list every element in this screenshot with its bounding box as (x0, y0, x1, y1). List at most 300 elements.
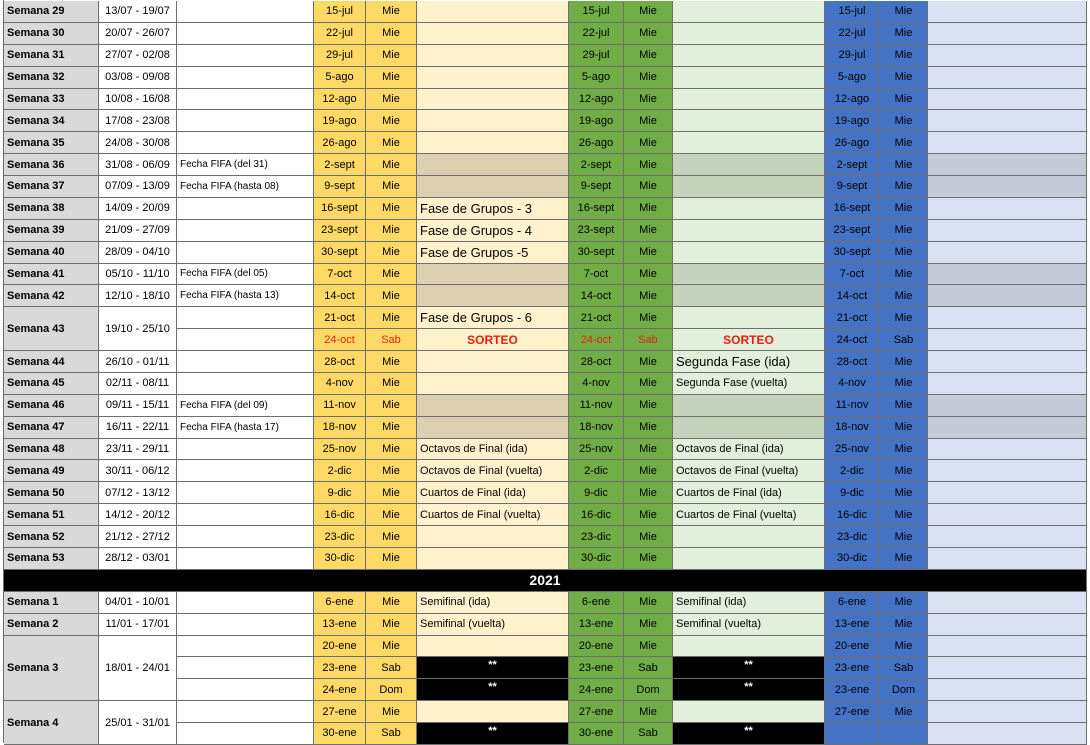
green-event[interactable] (673, 242, 825, 264)
blue-event[interactable] (928, 89, 1087, 111)
blue-event[interactable] (928, 198, 1087, 220)
blue-date[interactable]: 13-ene (825, 614, 880, 636)
green-date[interactable]: 7-oct (569, 264, 624, 286)
yellow-date[interactable]: 27-ene (314, 701, 366, 723)
yellow-day[interactable]: Mie (366, 1, 417, 23)
green-event[interactable]: Cuartos de Final (vuelta) (673, 504, 825, 526)
green-event[interactable] (673, 176, 825, 198)
date-range[interactable]: 12/10 - 18/10 (99, 285, 177, 307)
green-event[interactable]: Semifinal (vuelta) (673, 614, 825, 636)
yellow-day[interactable]: Mie (366, 264, 417, 286)
yellow-event[interactable]: Cuartos de Final (ida) (417, 482, 569, 504)
green-date[interactable]: 15-jul (569, 1, 624, 23)
green-date[interactable]: 9-sept (569, 176, 624, 198)
blue-date[interactable]: 23-ene (825, 679, 880, 701)
fifa-note[interactable] (177, 723, 314, 745)
yellow-event[interactable]: Fase de Grupos - 3 (417, 198, 569, 220)
yellow-day[interactable]: Mie (366, 636, 417, 658)
yellow-date[interactable]: 26-ago (314, 132, 366, 154)
yellow-date[interactable]: 16-dic (314, 504, 366, 526)
green-date[interactable]: 14-oct (569, 285, 624, 307)
yellow-event[interactable] (417, 1, 569, 23)
blue-day[interactable]: Mie (880, 460, 928, 482)
yellow-day[interactable]: Mie (366, 285, 417, 307)
date-range[interactable]: 03/08 - 09/08 (99, 67, 177, 89)
yellow-event[interactable] (417, 395, 569, 417)
fifa-note[interactable]: Fecha FIFA (hasta 17) (177, 417, 314, 439)
date-range[interactable]: 02/11 - 08/11 (99, 373, 177, 395)
week-label[interactable]: Semana 30 (4, 23, 99, 45)
blue-day[interactable]: Mie (880, 307, 928, 329)
green-day[interactable]: Mie (624, 285, 673, 307)
week-label[interactable]: Semana 2 (4, 614, 99, 636)
blue-day[interactable]: Mie (880, 373, 928, 395)
blue-date[interactable] (825, 723, 880, 745)
yellow-day[interactable]: Mie (366, 110, 417, 132)
blue-day[interactable]: Mie (880, 614, 928, 636)
date-range[interactable]: 11/01 - 17/01 (99, 614, 177, 636)
yellow-event[interactable] (417, 132, 569, 154)
week-label[interactable]: Semana 35 (4, 132, 99, 154)
blue-event[interactable] (928, 526, 1087, 548)
blue-day[interactable]: Mie (880, 198, 928, 220)
yellow-event[interactable] (417, 67, 569, 89)
green-day[interactable]: Mie (624, 417, 673, 439)
blue-event[interactable] (928, 45, 1087, 67)
date-range[interactable]: 26/10 - 01/11 (99, 351, 177, 373)
fifa-note[interactable] (177, 198, 314, 220)
yellow-date[interactable]: 24-ene (314, 679, 366, 701)
green-event[interactable] (673, 110, 825, 132)
yellow-date[interactable]: 30-sept (314, 242, 366, 264)
week-label[interactable]: Semana 43 (4, 307, 99, 351)
date-range[interactable]: 14/12 - 20/12 (99, 504, 177, 526)
blue-day[interactable]: Mie (880, 636, 928, 658)
date-range[interactable]: 07/09 - 13/09 (99, 176, 177, 198)
date-range[interactable]: 07/12 - 13/12 (99, 482, 177, 504)
green-day[interactable]: Mie (624, 439, 673, 461)
week-label[interactable]: Semana 29 (4, 1, 99, 23)
blue-date[interactable]: 15-jul (825, 1, 880, 23)
fifa-note[interactable] (177, 23, 314, 45)
green-date[interactable]: 25-nov (569, 439, 624, 461)
blue-date[interactable]: 6-ene (825, 592, 880, 614)
blue-day[interactable]: Mie (880, 45, 928, 67)
fifa-note[interactable] (177, 110, 314, 132)
fifa-note[interactable] (177, 132, 314, 154)
yellow-event[interactable]: SORTEO (417, 329, 569, 351)
week-label[interactable]: Semana 49 (4, 460, 99, 482)
blue-event[interactable] (928, 110, 1087, 132)
yellow-day[interactable]: Mie (366, 242, 417, 264)
green-day[interactable]: Mie (624, 45, 673, 67)
blue-date[interactable]: 28-oct (825, 351, 880, 373)
date-range[interactable]: 23/11 - 29/11 (99, 439, 177, 461)
blue-day[interactable]: Dom (880, 679, 928, 701)
green-event[interactable] (673, 548, 825, 570)
green-date[interactable]: 29-jul (569, 45, 624, 67)
yellow-event[interactable] (417, 176, 569, 198)
green-event[interactable] (673, 285, 825, 307)
green-event[interactable] (673, 89, 825, 111)
blue-date[interactable]: 20-ene (825, 636, 880, 658)
green-day[interactable]: Mie (624, 548, 673, 570)
yellow-event-star[interactable]: ** (417, 723, 569, 745)
blue-date[interactable]: 12-ago (825, 89, 880, 111)
green-day[interactable]: Sab (624, 657, 673, 679)
yellow-date[interactable]: 23-sept (314, 220, 366, 242)
yellow-date[interactable]: 14-oct (314, 285, 366, 307)
yellow-event-star[interactable]: ** (417, 679, 569, 701)
green-date[interactable]: 16-sept (569, 198, 624, 220)
yellow-date[interactable]: 30-dic (314, 548, 366, 570)
yellow-date[interactable]: 19-ago (314, 110, 366, 132)
blue-day[interactable]: Sab (880, 657, 928, 679)
yellow-day[interactable]: Mie (366, 701, 417, 723)
yellow-day[interactable]: Sab (366, 657, 417, 679)
week-label[interactable]: Semana 51 (4, 504, 99, 526)
yellow-event[interactable] (417, 701, 569, 723)
fifa-note[interactable] (177, 657, 314, 679)
yellow-date[interactable]: 29-jul (314, 45, 366, 67)
blue-date[interactable]: 14-oct (825, 285, 880, 307)
yellow-day[interactable]: Dom (366, 679, 417, 701)
week-label[interactable]: Semana 48 (4, 439, 99, 461)
fifa-note[interactable] (177, 329, 314, 351)
week-label[interactable]: Semana 50 (4, 482, 99, 504)
date-range[interactable]: 21/09 - 27/09 (99, 220, 177, 242)
blue-event[interactable] (928, 242, 1087, 264)
yellow-day[interactable]: Mie (366, 395, 417, 417)
green-event[interactable]: Cuartos de Final (ida) (673, 482, 825, 504)
green-date[interactable]: 23-sept (569, 220, 624, 242)
green-day[interactable]: Mie (624, 482, 673, 504)
fifa-note[interactable]: Fecha FIFA (del 05) (177, 264, 314, 286)
week-label[interactable]: Semana 38 (4, 198, 99, 220)
yellow-date[interactable]: 2-dic (314, 460, 366, 482)
date-range[interactable]: 16/11 - 22/11 (99, 417, 177, 439)
blue-event[interactable] (928, 67, 1087, 89)
yellow-event[interactable]: Fase de Grupos -5 (417, 242, 569, 264)
blue-day[interactable]: Mie (880, 526, 928, 548)
green-event[interactable] (673, 67, 825, 89)
fifa-note[interactable] (177, 548, 314, 570)
blue-date[interactable]: 25-nov (825, 439, 880, 461)
green-event-star[interactable]: ** (673, 657, 825, 679)
yellow-day[interactable]: Mie (366, 439, 417, 461)
yellow-day[interactable]: Mie (366, 548, 417, 570)
fifa-note[interactable]: Fecha FIFA (del 09) (177, 395, 314, 417)
yellow-date[interactable]: 28-oct (314, 351, 366, 373)
yellow-date[interactable]: 6-ene (314, 592, 366, 614)
blue-event[interactable] (928, 504, 1087, 526)
week-label[interactable]: Semana 3 (4, 636, 99, 702)
week-label[interactable]: Semana 36 (4, 154, 99, 176)
blue-date[interactable]: 18-nov (825, 417, 880, 439)
blue-day[interactable]: Mie (880, 548, 928, 570)
green-event[interactable] (673, 701, 825, 723)
blue-date[interactable]: 16-sept (825, 198, 880, 220)
green-date[interactable]: 2-sept (569, 154, 624, 176)
blue-date[interactable]: 11-nov (825, 395, 880, 417)
yellow-day[interactable]: Mie (366, 132, 417, 154)
week-label[interactable]: Semana 32 (4, 67, 99, 89)
yellow-event[interactable]: Fase de Grupos - 4 (417, 220, 569, 242)
blue-event[interactable] (928, 220, 1087, 242)
yellow-date[interactable]: 7-oct (314, 264, 366, 286)
green-day[interactable]: Mie (624, 220, 673, 242)
yellow-day[interactable]: Mie (366, 460, 417, 482)
blue-day[interactable] (880, 723, 928, 745)
yellow-day[interactable]: Mie (366, 67, 417, 89)
green-date[interactable]: 16-dic (569, 504, 624, 526)
green-date[interactable]: 22-jul (569, 23, 624, 45)
blue-date[interactable]: 23-sept (825, 220, 880, 242)
green-day[interactable]: Mie (624, 460, 673, 482)
green-event[interactable] (673, 307, 825, 329)
green-date[interactable]: 30-dic (569, 548, 624, 570)
week-label[interactable]: Semana 47 (4, 417, 99, 439)
blue-day[interactable]: Mie (880, 482, 928, 504)
week-label[interactable]: Semana 33 (4, 89, 99, 111)
blue-event[interactable] (928, 373, 1087, 395)
yellow-date[interactable]: 30-ene (314, 723, 366, 745)
blue-date[interactable]: 29-jul (825, 45, 880, 67)
blue-date[interactable]: 24-oct (825, 329, 880, 351)
green-event[interactable] (673, 132, 825, 154)
yellow-event[interactable]: Octavos de Final (vuelta) (417, 460, 569, 482)
green-day[interactable]: Dom (624, 679, 673, 701)
yellow-date[interactable]: 9-dic (314, 482, 366, 504)
green-event[interactable]: Semifinal (ida) (673, 592, 825, 614)
fifa-note[interactable] (177, 679, 314, 701)
blue-date[interactable]: 5-ago (825, 67, 880, 89)
blue-event[interactable] (928, 482, 1087, 504)
blue-event[interactable] (928, 132, 1087, 154)
green-day[interactable]: Mie (624, 614, 673, 636)
green-event[interactable] (673, 154, 825, 176)
blue-day[interactable]: Mie (880, 285, 928, 307)
blue-date[interactable]: 30-sept (825, 242, 880, 264)
blue-date[interactable]: 7-oct (825, 264, 880, 286)
yellow-event[interactable] (417, 110, 569, 132)
week-label[interactable]: Semana 44 (4, 351, 99, 373)
week-label[interactable]: Semana 39 (4, 220, 99, 242)
week-label[interactable]: Semana 52 (4, 526, 99, 548)
blue-day[interactable]: Mie (880, 395, 928, 417)
blue-day[interactable]: Mie (880, 592, 928, 614)
fifa-note[interactable] (177, 701, 314, 723)
week-label[interactable]: Semana 42 (4, 285, 99, 307)
blue-date[interactable]: 23-ene (825, 657, 880, 679)
green-date[interactable]: 19-ago (569, 110, 624, 132)
blue-date[interactable]: 16-dic (825, 504, 880, 526)
green-day[interactable]: Mie (624, 154, 673, 176)
date-range[interactable]: 04/01 - 10/01 (99, 592, 177, 614)
yellow-date[interactable]: 4-nov (314, 373, 366, 395)
blue-event[interactable] (928, 285, 1087, 307)
blue-event[interactable] (928, 636, 1087, 658)
date-range[interactable]: 21/12 - 27/12 (99, 526, 177, 548)
green-day[interactable]: Mie (624, 198, 673, 220)
week-label[interactable]: Semana 4 (4, 701, 99, 745)
date-range[interactable]: 10/08 - 16/08 (99, 89, 177, 111)
blue-date[interactable]: 19-ago (825, 110, 880, 132)
yellow-date[interactable]: 24-oct (314, 329, 366, 351)
fifa-note[interactable] (177, 242, 314, 264)
yellow-day[interactable]: Sab (366, 723, 417, 745)
blue-date[interactable]: 22-jul (825, 23, 880, 45)
fifa-note[interactable]: Fecha FIFA (hasta 13) (177, 285, 314, 307)
yellow-event[interactable]: Fase de Grupos - 6 (417, 307, 569, 329)
blue-day[interactable]: Sab (880, 329, 928, 351)
green-event[interactable]: SORTEO (673, 329, 825, 351)
yellow-date[interactable]: 16-sept (314, 198, 366, 220)
yellow-date[interactable]: 23-dic (314, 526, 366, 548)
blue-day[interactable]: Mie (880, 110, 928, 132)
green-date[interactable]: 28-oct (569, 351, 624, 373)
fifa-note[interactable] (177, 89, 314, 111)
date-range[interactable]: 19/10 - 25/10 (99, 307, 177, 351)
green-day[interactable]: Mie (624, 395, 673, 417)
blue-day[interactable]: Mie (880, 176, 928, 198)
fifa-note[interactable]: Fecha FIFA (hasta 08) (177, 176, 314, 198)
blue-event[interactable] (928, 307, 1087, 329)
yellow-event[interactable] (417, 45, 569, 67)
yellow-event[interactable] (417, 548, 569, 570)
yellow-day[interactable]: Mie (366, 220, 417, 242)
yellow-day[interactable]: Mie (366, 198, 417, 220)
date-range[interactable]: 24/08 - 30/08 (99, 132, 177, 154)
green-day[interactable]: Mie (624, 67, 673, 89)
fifa-note[interactable] (177, 504, 314, 526)
week-label[interactable]: Semana 37 (4, 176, 99, 198)
blue-event[interactable] (928, 264, 1087, 286)
blue-day[interactable]: Mie (880, 89, 928, 111)
yellow-date[interactable]: 15-jul (314, 1, 366, 23)
yellow-day[interactable]: Mie (366, 526, 417, 548)
green-day[interactable]: Mie (624, 526, 673, 548)
blue-day[interactable]: Mie (880, 220, 928, 242)
yellow-day[interactable]: Mie (366, 45, 417, 67)
week-label[interactable]: Semana 45 (4, 373, 99, 395)
blue-date[interactable]: 4-nov (825, 373, 880, 395)
blue-event[interactable] (928, 679, 1087, 701)
green-date[interactable]: 24-oct (569, 329, 624, 351)
blue-day[interactable]: Mie (880, 67, 928, 89)
blue-event[interactable] (928, 176, 1087, 198)
date-range[interactable]: 28/09 - 04/10 (99, 242, 177, 264)
week-label[interactable]: Semana 40 (4, 242, 99, 264)
blue-event[interactable] (928, 154, 1087, 176)
week-label[interactable]: Semana 53 (4, 548, 99, 570)
date-range[interactable]: 18/01 - 24/01 (99, 636, 177, 702)
blue-date[interactable]: 2-sept (825, 154, 880, 176)
date-range[interactable]: 05/10 - 11/10 (99, 264, 177, 286)
fifa-note[interactable] (177, 220, 314, 242)
blue-day[interactable]: Mie (880, 417, 928, 439)
green-day[interactable]: Mie (624, 636, 673, 658)
green-day[interactable]: Mie (624, 89, 673, 111)
yellow-event[interactable] (417, 89, 569, 111)
green-event[interactable] (673, 45, 825, 67)
yellow-date[interactable]: 25-nov (314, 439, 366, 461)
green-date[interactable]: 13-ene (569, 614, 624, 636)
blue-event[interactable] (928, 329, 1087, 351)
green-date[interactable]: 11-nov (569, 395, 624, 417)
blue-day[interactable]: Mie (880, 264, 928, 286)
green-date[interactable]: 24-ene (569, 679, 624, 701)
yellow-event[interactable] (417, 636, 569, 658)
yellow-day[interactable]: Mie (366, 89, 417, 111)
yellow-date[interactable]: 2-sept (314, 154, 366, 176)
yellow-event[interactable] (417, 285, 569, 307)
week-label[interactable]: Semana 1 (4, 592, 99, 614)
green-day[interactable]: Mie (624, 504, 673, 526)
date-range[interactable]: 28/12 - 03/01 (99, 548, 177, 570)
date-range[interactable]: 14/09 - 20/09 (99, 198, 177, 220)
yellow-event[interactable]: Octavos de Final (ida) (417, 439, 569, 461)
fifa-note[interactable] (177, 373, 314, 395)
green-day[interactable]: Mie (624, 307, 673, 329)
green-date[interactable]: 12-ago (569, 89, 624, 111)
green-day[interactable]: Mie (624, 373, 673, 395)
yellow-date[interactable]: 21-oct (314, 307, 366, 329)
fifa-note[interactable] (177, 636, 314, 658)
date-range[interactable]: 25/01 - 31/01 (99, 701, 177, 745)
yellow-day[interactable]: Mie (366, 351, 417, 373)
blue-date[interactable]: 26-ago (825, 132, 880, 154)
green-event-star[interactable]: ** (673, 723, 825, 745)
green-event[interactable]: Octavos de Final (ida) (673, 439, 825, 461)
blue-date[interactable]: 27-ene (825, 701, 880, 723)
blue-event[interactable] (928, 701, 1087, 723)
fifa-note[interactable] (177, 1, 314, 23)
green-day[interactable]: Sab (624, 329, 673, 351)
green-date[interactable]: 27-ene (569, 701, 624, 723)
blue-event[interactable] (928, 657, 1087, 679)
yellow-day[interactable]: Mie (366, 373, 417, 395)
week-label[interactable]: Semana 46 (4, 395, 99, 417)
date-range[interactable]: 09/11 - 15/11 (99, 395, 177, 417)
blue-event[interactable] (928, 439, 1087, 461)
green-event[interactable] (673, 264, 825, 286)
green-day[interactable]: Mie (624, 264, 673, 286)
week-label[interactable]: Semana 34 (4, 110, 99, 132)
green-day[interactable]: Mie (624, 23, 673, 45)
fifa-note[interactable] (177, 614, 314, 636)
blue-date[interactable]: 23-dic (825, 526, 880, 548)
green-date[interactable]: 6-ene (569, 592, 624, 614)
blue-date[interactable]: 21-oct (825, 307, 880, 329)
yellow-date[interactable]: 18-nov (314, 417, 366, 439)
blue-event[interactable] (928, 23, 1087, 45)
yellow-day[interactable]: Mie (366, 614, 417, 636)
green-day[interactable]: Mie (624, 1, 673, 23)
green-date[interactable]: 23-ene (569, 657, 624, 679)
green-day[interactable]: Mie (624, 110, 673, 132)
fifa-note[interactable] (177, 67, 314, 89)
yellow-date[interactable]: 23-ene (314, 657, 366, 679)
blue-event[interactable] (928, 548, 1087, 570)
date-range[interactable]: 13/07 - 19/07 (99, 1, 177, 23)
green-day[interactable]: Sab (624, 723, 673, 745)
yellow-event[interactable] (417, 264, 569, 286)
yellow-event[interactable] (417, 351, 569, 373)
green-date[interactable]: 4-nov (569, 373, 624, 395)
yellow-date[interactable]: 22-jul (314, 23, 366, 45)
yellow-day[interactable]: Mie (366, 176, 417, 198)
